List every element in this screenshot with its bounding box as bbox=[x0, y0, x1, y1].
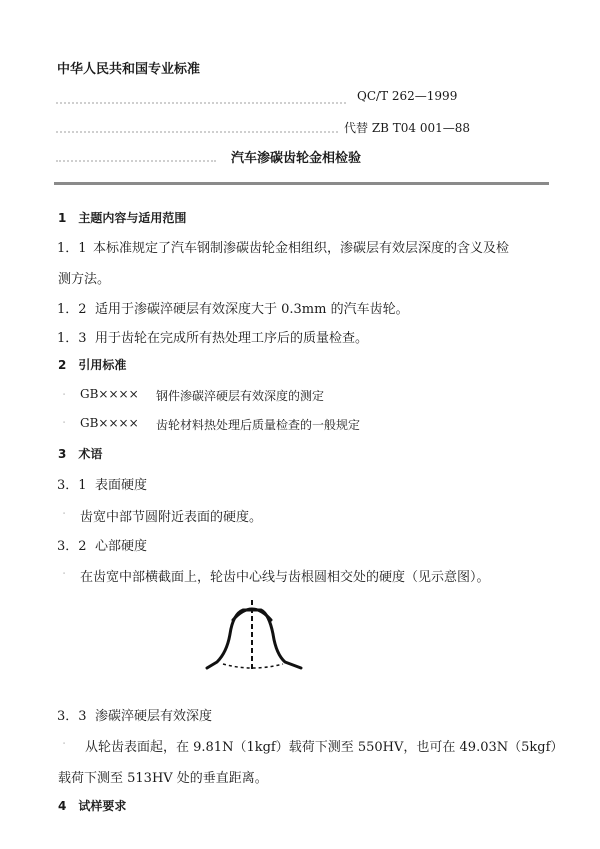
gear-tooth-diagram bbox=[203, 600, 313, 680]
dotted-leader bbox=[56, 102, 346, 104]
reference-1-code: GB×××× bbox=[80, 387, 139, 401]
clause-1-1-text: 本标准规定了汽车钢制渗碳齿轮金相组织，渗碳层有效层深度的含义及检 bbox=[93, 241, 510, 256]
clause-1-2-text: 适用于渗碳淬硬层有效深度大于 0.3mm 的汽车齿轮。 bbox=[95, 302, 409, 317]
clause-1-2-number: 1．2 bbox=[57, 302, 87, 317]
replaces-standard: 代替 ZB T04 001—88 bbox=[344, 121, 471, 135]
title-rule bbox=[54, 182, 549, 185]
indent-dot: . bbox=[62, 384, 67, 399]
reference-2-title: 齿轮材料热处理后质量检查的一般规定 bbox=[156, 418, 361, 432]
term-3-1-name: 表面硬度 bbox=[95, 478, 148, 493]
clause-1-1-number: 1．1 bbox=[57, 241, 87, 256]
term-3-3-number: 3．3 bbox=[57, 709, 87, 724]
indent-dot: . bbox=[62, 503, 67, 518]
reference-2-code: GB×××× bbox=[80, 416, 139, 430]
section-3-heading: 3 术语 bbox=[58, 447, 103, 461]
term-3-2-number: 3．2 bbox=[57, 539, 87, 554]
document-title: 汽车渗碳齿轮金相检验 bbox=[231, 151, 362, 166]
term-3-1-definition: 齿宽中部节圆附近表面的硬度。 bbox=[80, 510, 263, 525]
indent-dot: . bbox=[62, 563, 67, 578]
indent-dot: . bbox=[62, 733, 67, 748]
term-3-3-definition-cont: 载荷下测至 513HV 处的垂直距离。 bbox=[58, 771, 268, 786]
tooth-profile bbox=[207, 610, 301, 668]
term-3-3-name: 渗碳淬硬层有效深度 bbox=[95, 709, 213, 724]
clause-1-3-text: 用于齿轮在完成所有热处理工序后的质量检查。 bbox=[95, 331, 369, 346]
section-2-heading: 2 引用标准 bbox=[58, 358, 127, 372]
term-3-1-number: 3．1 bbox=[57, 478, 87, 493]
section-1-heading: 1 主题内容与适用范围 bbox=[58, 211, 187, 225]
clause-1-1-text-cont: 测方法。 bbox=[58, 272, 111, 287]
standard-authority: 中华人民共和国专业标准 bbox=[57, 62, 201, 77]
dotted-leader bbox=[56, 160, 216, 162]
indent-dot: . bbox=[62, 412, 67, 427]
term-3-2-definition: 在齿宽中部横截面上，轮齿中心线与齿根圆相交处的硬度（见示意图）。 bbox=[80, 570, 490, 585]
clause-1-3-number: 1．3 bbox=[57, 331, 87, 346]
term-3-2-name: 心部硬度 bbox=[95, 539, 148, 554]
section-4-heading: 4 试样要求 bbox=[58, 799, 127, 813]
dotted-leader bbox=[56, 131, 338, 133]
standard-number: QC/T 262—1999 bbox=[357, 89, 458, 103]
reference-1-title: 钢件渗碳淬硬层有效深度的测定 bbox=[156, 389, 325, 403]
term-3-3-definition: 从轮齿表面起，在 9.81N（1kgf）载荷下测至 550HV，也可在 49.03N（5kgf） bbox=[85, 740, 564, 755]
